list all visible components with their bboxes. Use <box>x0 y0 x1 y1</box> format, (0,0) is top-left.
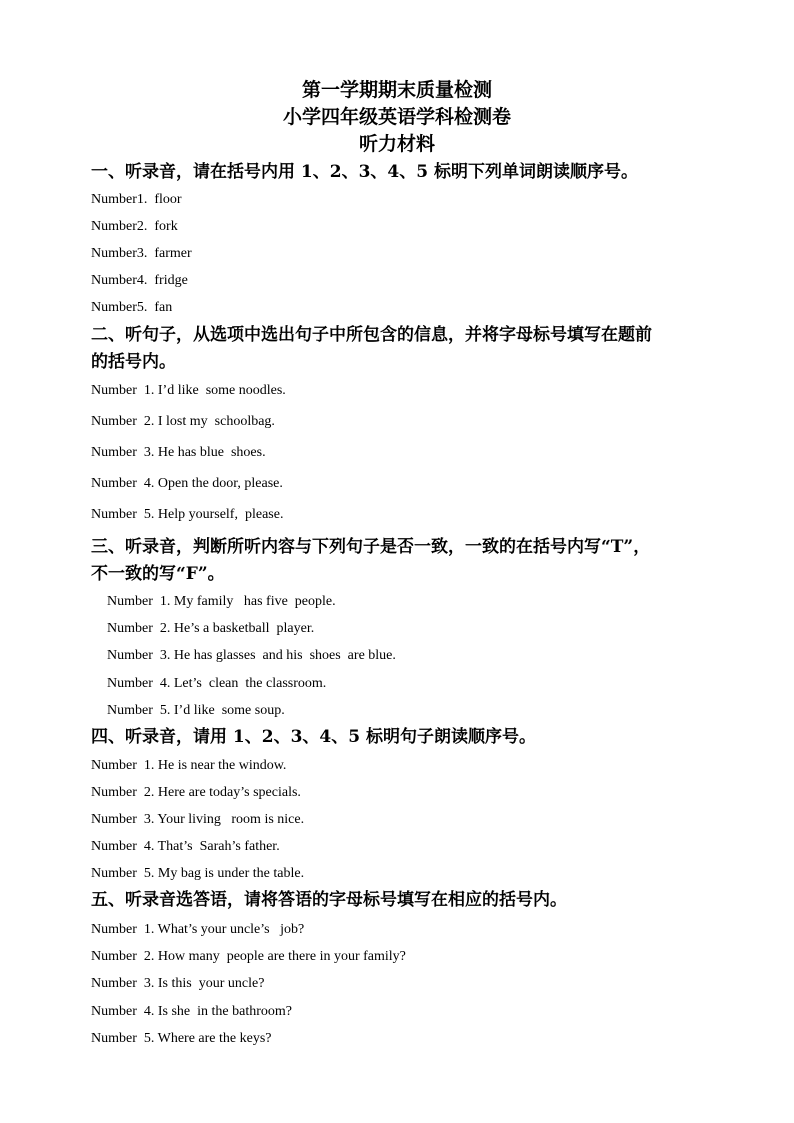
section1-item: Number3. farmer <box>91 246 192 261</box>
doc-subtitle: 小学四年级英语学科检测卷 <box>282 106 511 128</box>
section4-item: Number 3. Your living room is nice. <box>91 812 305 827</box>
section4-heading: 四、听录音，请用 1、2、3、4、5 标明句子朗读顺序号。 <box>91 727 536 747</box>
section4-item: Number 4. That’s Sarah’s father. <box>91 839 280 854</box>
section3-item: Number 3. He has glasses and his shoes are blue. <box>107 648 396 663</box>
section3-item: Number 2. He’s a basketball player. <box>107 621 315 636</box>
section2-item: Number 1. I’d like some noodles. <box>91 383 286 398</box>
section5-item: Number 3. Is this your uncle? <box>91 976 265 991</box>
section2-item: Number 2. I lost my schoolbag. <box>91 414 275 429</box>
section4-item: Number 1. He is near the window. <box>91 758 287 773</box>
section5-item: Number 4. Is she in the bathroom? <box>91 1004 293 1019</box>
section2-item: Number 4. Open the door, please. <box>91 476 283 491</box>
section3-item: Number 5. I’d like some soup. <box>107 703 285 718</box>
section1-heading: 一、听录音，请在括号内用 1、2、3、4、5 标明下列单词朗读顺序号。 <box>91 162 638 182</box>
section1-item: Number2. fork <box>91 219 178 234</box>
section2-heading-cont: 的括号内。 <box>91 352 176 372</box>
section4-item: Number 2. Here are today’s specials. <box>91 785 301 800</box>
section3-item: Number 1. My family has five people. <box>107 594 336 609</box>
section2-item: Number 3. He has blue shoes. <box>91 445 266 460</box>
section3-heading: 三、听录音，判断所听内容与下列句子是否一致，一致的在括号内写“T”， <box>91 537 651 557</box>
section3-item: Number 4. Let’s clean the classroom. <box>107 676 327 691</box>
section5-item: Number 2. How many people are there in your family? <box>91 949 406 964</box>
section1-item: Number1. floor <box>91 192 182 207</box>
section1-item: Number4. fridge <box>91 273 188 288</box>
section5-heading: 五、听录音选答语，请将答语的字母标号填写在相应的括号内。 <box>91 890 567 910</box>
section2-item: Number 5. Help yourself, please. <box>91 507 284 522</box>
section3-heading-cont: 不一致的写“F”。 <box>91 564 225 584</box>
section5-item: Number 5. Where are the keys? <box>91 1031 272 1046</box>
doc-material-label: 听力材料 <box>358 133 435 155</box>
section2-heading: 二、听句子，从选项中选出句子中所包含的信息，并将字母标号填写在题前 <box>91 325 652 345</box>
doc-title: 第一学期期末质量检测 <box>301 79 492 101</box>
section5-item: Number 1. What’s your uncle’s job? <box>91 922 305 937</box>
section1-item: Number5. fan <box>91 300 173 315</box>
section4-item: Number 5. My bag is under the table. <box>91 866 305 881</box>
